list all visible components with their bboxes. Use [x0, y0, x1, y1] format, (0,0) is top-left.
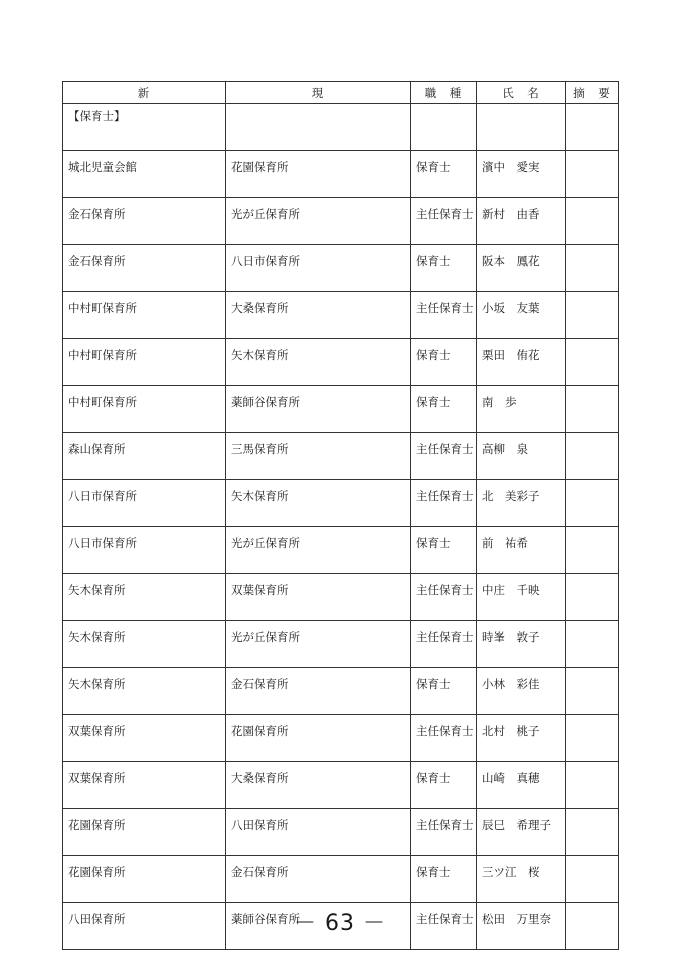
cell-name: [477, 856, 566, 903]
cell-new-text: 八田保育所: [68, 912, 126, 926]
cell-name-text: 辰巳 希理子: [482, 818, 551, 832]
cell-new: [63, 292, 226, 339]
table-row: [63, 151, 619, 198]
cell-job-type-text: 保育士: [416, 254, 451, 268]
cell-remarks: [566, 245, 619, 292]
cell-new: [63, 809, 226, 856]
cell-current-text: 花園保育所: [231, 160, 289, 174]
cell-name-text: 時峯 敦子: [482, 630, 540, 644]
cell-new: [63, 433, 226, 480]
cell-remarks: [566, 433, 619, 480]
cell-current-text: 矢木保育所: [231, 348, 289, 362]
cell-name-text: 濱中 愛実: [482, 160, 540, 174]
cell-job-type: [411, 668, 477, 715]
cell-job-type-text: 保育士: [416, 865, 451, 879]
cell-remarks: [566, 809, 619, 856]
cell-job-type-text: 主任保育士: [416, 442, 474, 456]
cell-remarks: [566, 386, 619, 433]
section-title: 【保育士】: [63, 104, 226, 151]
table-row: [63, 621, 619, 668]
cell-new-text: 中村町保育所: [68, 301, 137, 315]
cell-job-type: [411, 151, 477, 198]
table-row: [63, 856, 619, 903]
cell-name: [477, 574, 566, 621]
cell-current-text: 薬師谷保育所: [231, 395, 300, 409]
table-row: [63, 386, 619, 433]
cell-new-text: 森山保育所: [68, 442, 126, 456]
cell-name: [477, 715, 566, 762]
cell-name: [477, 668, 566, 715]
cell-current-text: 八田保育所: [231, 818, 289, 832]
cell-new-text: 金石保育所: [68, 254, 126, 268]
cell-name-text: 三ツ江 桜: [482, 865, 540, 879]
cell-job-type-text: 主任保育士: [416, 489, 474, 503]
cell-current: [226, 527, 411, 574]
cell-remarks: [566, 621, 619, 668]
cell-job-type-text: 主任保育士: [416, 912, 474, 926]
cell-current-text: 矢木保育所: [231, 489, 289, 503]
header-row: [63, 82, 619, 104]
cell-job-type: [411, 715, 477, 762]
cell-job-type-text: 保育士: [416, 677, 451, 691]
cell-job-type: [411, 621, 477, 668]
table-row: [63, 668, 619, 715]
cell-job-type-text: 主任保育士: [416, 630, 474, 644]
section-empty-cell: [566, 104, 619, 151]
cell-current-text: 大桑保育所: [231, 771, 289, 785]
cell-job-type: [411, 480, 477, 527]
cell-current: [226, 574, 411, 621]
cell-name: [477, 621, 566, 668]
section-empty-cell: [226, 104, 411, 151]
cell-name-text: 栗田 侑花: [482, 348, 540, 362]
cell-name-text: 松田 万里奈: [482, 912, 551, 926]
cell-job-type: [411, 574, 477, 621]
table-row: [63, 715, 619, 762]
cell-name: [477, 151, 566, 198]
personnel-sheet: [62, 81, 618, 950]
cell-remarks: [566, 339, 619, 386]
cell-current: [226, 245, 411, 292]
cell-name-text: 山崎 真穂: [482, 771, 540, 785]
cell-job-type: [411, 386, 477, 433]
personnel-table: [62, 81, 619, 950]
header-remarks: 摘 要: [566, 82, 619, 104]
cell-name-text: 中庄 千映: [482, 583, 540, 597]
cell-current: [226, 151, 411, 198]
cell-new-text: 中村町保育所: [68, 348, 137, 362]
cell-new: [63, 245, 226, 292]
cell-current-text: 薬師谷保育所: [231, 912, 300, 926]
cell-job-type-text: 保育士: [416, 348, 451, 362]
page-number: － 63 －: [294, 911, 386, 936]
cell-current: [226, 715, 411, 762]
cell-current: [226, 198, 411, 245]
cell-name-text: 南 歩: [482, 395, 517, 409]
cell-current-text: 金石保育所: [231, 865, 289, 879]
cell-name: [477, 762, 566, 809]
cell-job-type: [411, 292, 477, 339]
cell-current: [226, 668, 411, 715]
cell-current: [226, 762, 411, 809]
header-name: 氏 名: [477, 82, 566, 104]
cell-new: [63, 574, 226, 621]
cell-new-text: 中村町保育所: [68, 395, 137, 409]
cell-new: [63, 856, 226, 903]
cell-remarks: [566, 715, 619, 762]
cell-new: [63, 527, 226, 574]
cell-job-type-text: 主任保育士: [416, 207, 474, 221]
cell-name: [477, 480, 566, 527]
cell-name: [477, 527, 566, 574]
table-row: [63, 574, 619, 621]
cell-job-type-text: 保育士: [416, 395, 451, 409]
cell-job-type: [411, 339, 477, 386]
cell-current: [226, 856, 411, 903]
cell-job-type: [411, 856, 477, 903]
cell-current: [226, 292, 411, 339]
cell-current: [226, 809, 411, 856]
cell-job-type: [411, 809, 477, 856]
cell-current-text: 光が丘保育所: [231, 536, 300, 550]
cell-remarks: [566, 574, 619, 621]
cell-current-text: 八日市保育所: [231, 254, 300, 268]
cell-name-text: 高柳 泉: [482, 442, 528, 456]
cell-job-type: [411, 245, 477, 292]
cell-remarks: [566, 856, 619, 903]
cell-name-text: 北村 桃子: [482, 724, 540, 738]
cell-job-type-text: 主任保育士: [416, 583, 474, 597]
cell-name-text: 新村 由香: [482, 207, 540, 221]
cell-job-type-text: 保育士: [416, 771, 451, 785]
cell-remarks: [566, 480, 619, 527]
cell-new-text: 城北児童会館: [68, 160, 137, 174]
cell-name: [477, 292, 566, 339]
cell-new: [63, 762, 226, 809]
table-row: [63, 198, 619, 245]
table-row: [63, 292, 619, 339]
header-job-type: 職 種: [411, 82, 477, 104]
cell-new: [63, 198, 226, 245]
cell-new: [63, 386, 226, 433]
section-empty-cell: [411, 104, 477, 151]
cell-job-type: [411, 433, 477, 480]
cell-new-text: 花園保育所: [68, 818, 126, 832]
cell-current: [226, 433, 411, 480]
cell-new-text: 金石保育所: [68, 207, 126, 221]
cell-new: [63, 151, 226, 198]
table-row: [63, 339, 619, 386]
cell-remarks: [566, 762, 619, 809]
cell-current-text: 光が丘保育所: [231, 207, 300, 221]
cell-current: [226, 339, 411, 386]
cell-new-text: 矢木保育所: [68, 630, 126, 644]
cell-remarks: [566, 151, 619, 198]
cell-name-text: 前 祐希: [482, 536, 528, 550]
cell-name: [477, 198, 566, 245]
header-new: 新: [63, 82, 226, 104]
cell-new-text: 矢木保育所: [68, 583, 126, 597]
cell-new: [63, 668, 226, 715]
cell-name-text: 北 美彩子: [482, 489, 540, 503]
cell-job-type-text: 保育士: [416, 536, 451, 550]
cell-job-type-text: 主任保育士: [416, 818, 474, 832]
cell-current-text: 三馬保育所: [231, 442, 289, 456]
cell-job-type: [411, 527, 477, 574]
cell-current-text: 光が丘保育所: [231, 630, 300, 644]
table-row: [63, 762, 619, 809]
cell-new-text: 矢木保育所: [68, 677, 126, 691]
cell-current-text: 双葉保育所: [231, 583, 289, 597]
cell-name-text: 小坂 友葉: [482, 301, 540, 315]
cell-name: [477, 339, 566, 386]
cell-new: [63, 715, 226, 762]
cell-current: [226, 480, 411, 527]
cell-name-text: 阪本 鳳花: [482, 254, 540, 268]
cell-new-text: 八日市保育所: [68, 536, 137, 550]
cell-name: [477, 386, 566, 433]
cell-current: [226, 621, 411, 668]
cell-remarks: [566, 292, 619, 339]
cell-job-type-text: 主任保育士: [416, 301, 474, 315]
cell-current-text: 金石保育所: [231, 677, 289, 691]
cell-new-text: 八日市保育所: [68, 489, 137, 503]
cell-current-text: 大桑保育所: [231, 301, 289, 315]
cell-new-text: 双葉保育所: [68, 724, 126, 738]
section-row: [63, 104, 619, 151]
table-row: [63, 433, 619, 480]
cell-name: [477, 433, 566, 480]
cell-name-text: 小林 彩佳: [482, 677, 540, 691]
table-row: [63, 527, 619, 574]
cell-current-text: 花園保育所: [231, 724, 289, 738]
table-row: [63, 245, 619, 292]
cell-remarks: [566, 668, 619, 715]
section-empty-cell: [477, 104, 566, 151]
cell-remarks: [566, 198, 619, 245]
table-row: [63, 480, 619, 527]
cell-new: [63, 480, 226, 527]
cell-new-text: 双葉保育所: [68, 771, 126, 785]
cell-remarks: [566, 527, 619, 574]
cell-name: [477, 809, 566, 856]
table-row: [63, 809, 619, 856]
cell-name: [477, 245, 566, 292]
cell-job-type: [411, 198, 477, 245]
header-current: 現: [226, 82, 411, 104]
cell-new: [63, 621, 226, 668]
cell-job-type: [411, 762, 477, 809]
cell-job-type-text: 主任保育士: [416, 724, 474, 738]
cell-job-type-text: 保育士: [416, 160, 451, 174]
cell-current: [226, 386, 411, 433]
cell-new-text: 花園保育所: [68, 865, 126, 879]
cell-new: [63, 339, 226, 386]
